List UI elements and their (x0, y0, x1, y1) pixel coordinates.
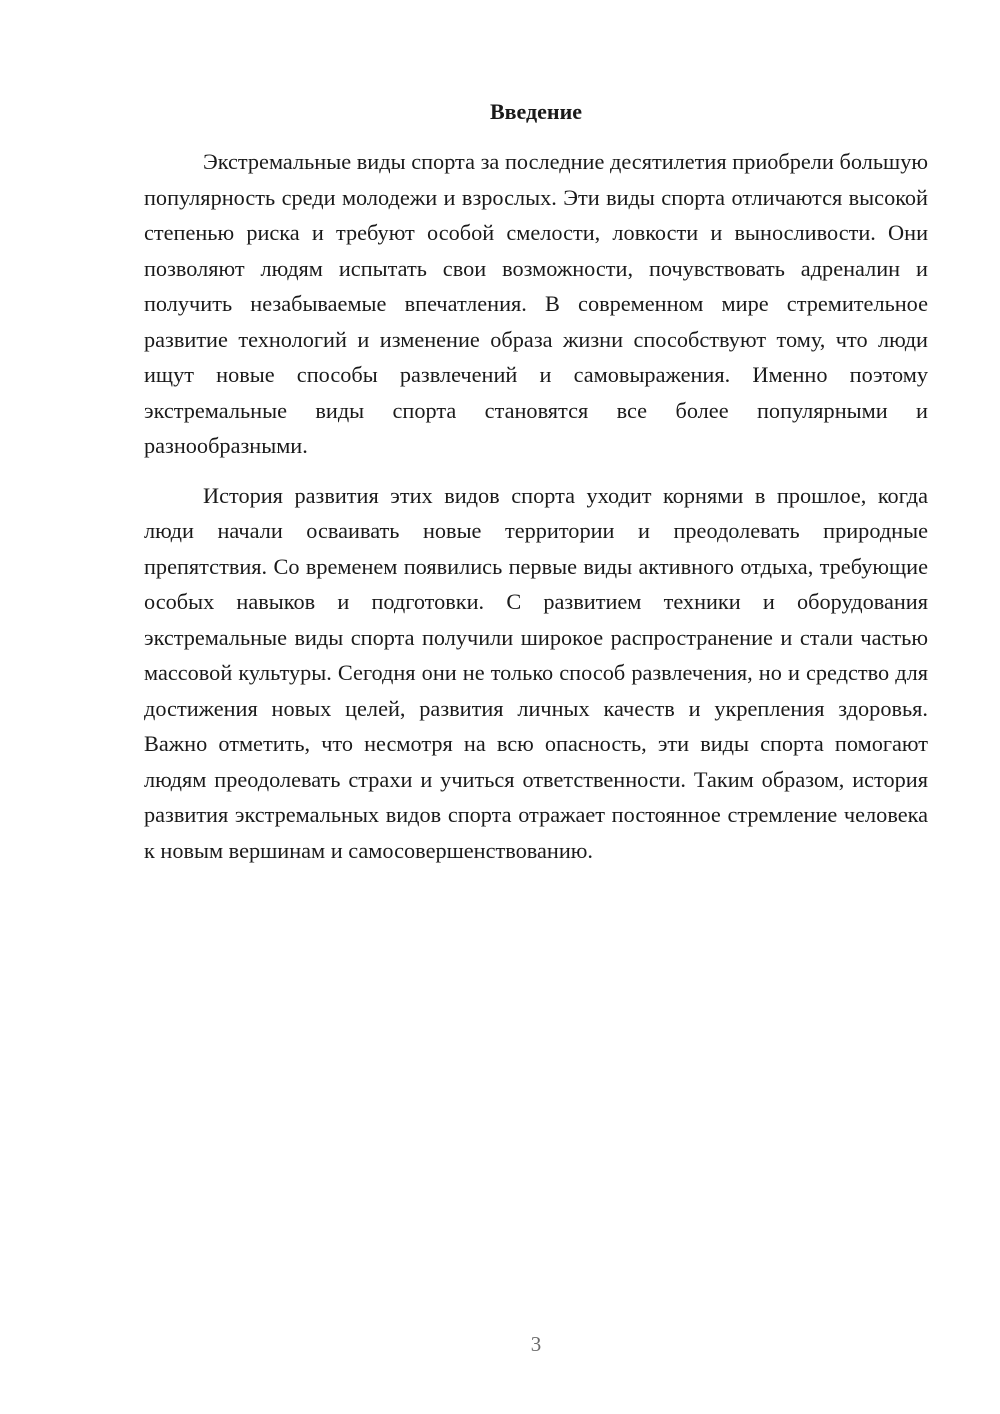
page-number: 3 (530, 1332, 542, 1356)
paragraph-intro: Экстремальные виды спорта за последние десятилетия приобрели большую популярность среди молодежи и взрослых. Эти виды спорта отличаются высокой степенью риска и требуют особой смелости, ловкости и выносливости. Они позволяют людям испытать свои возможности, почувствовать адреналин и получить незабываемые впечатления. В современном мире стремительное развитие технологий и изменение образа жизни способствуют тому, что люди ищут новые способы развлечений и самовыражения. Именно поэтому экстремальные виды спорта становятся все более популярными и разнообразными. (144, 149, 928, 458)
section-heading: Введение (489, 99, 583, 124)
paragraph-history: История развития этих видов спорта уходит корнями в прошлое, когда люди начали осваивать новые территории и преодолевать природные препятствия. Со временем появились первые виды активного отдыха, требующие особых навыков и подготовки. С развитием техники и оборудования экстремальные виды спорта получили широкое распространение и стали частью массовой культуры. Сегодня они не только способ развлечения, но и средство для достижения новых целей, развития личных качеств и укрепления здоровья. Важно отметить, что несмотря на всю опасность, эти виды спорта помогают людям преодолевать страхи и учиться ответственности. Таким образом, история развития экстремальных видов спорта отражает постоянное стремление человека к новым вершинам и самосовершенствованию. (144, 482, 928, 863)
body-text (144, 144, 928, 868)
